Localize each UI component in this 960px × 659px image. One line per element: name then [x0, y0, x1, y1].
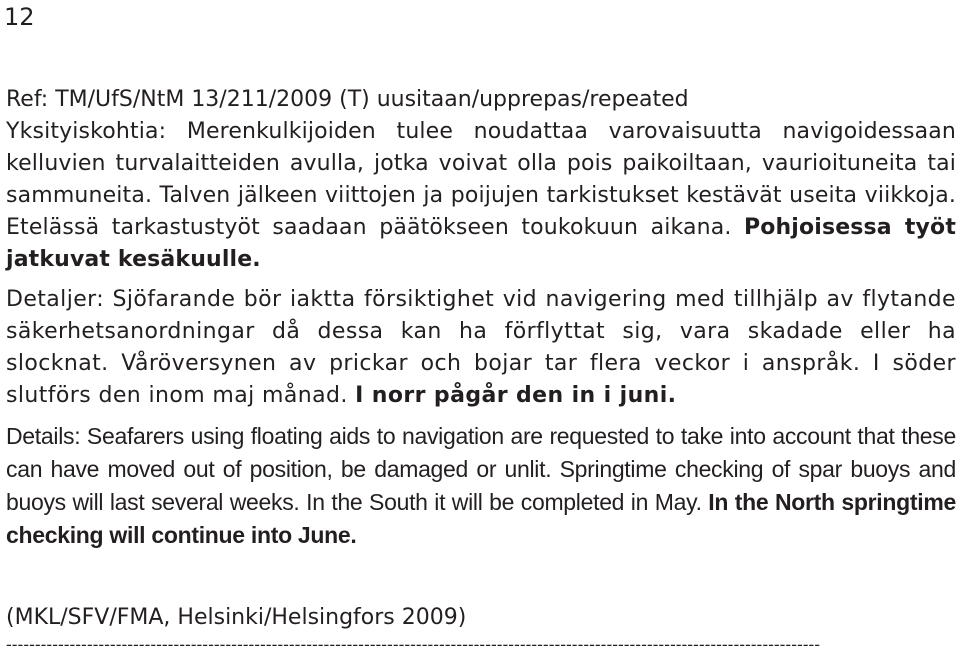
paragraph-english [6, 420, 956, 552]
paragraph-finnish [6, 116, 956, 276]
dashed-separator: --------------------------------------------------------------------------------------------------------------------------------------------- [6, 635, 821, 654]
paragraph-english-text: Details: Seafarers using floating aids to navigation are requested to take into account that these can have moved out of position, be damaged or unlit. Springtime checking of spar buoys and buoys will last several weeks. In the South it will be completed in May. [6, 423, 956, 515]
paragraph-english-bold: In the North springtime checking will continue into June. [6, 489, 956, 548]
page-number: 12 [4, 3, 35, 31]
paragraph-swedish [6, 284, 956, 412]
paragraph-swedish-text: Detaljer: Sjöfarande bör iaktta försiktighet vid navigering med tillhjälp av flytande säkerhetsanordningar då dessa kan ha förflyttat sig, vara skadade eller ha slocknat. Våröversynen av prickar och bojar tar flera veckor i anspråk. I söder slutförs den inom maj månad. [6, 287, 956, 408]
paragraph-swedish-bold: I norr pågår den in i juni. [355, 383, 677, 408]
notice-body [6, 84, 956, 552]
paragraph-finnish-text: Yksityiskohtia: Merenkulkijoiden tulee noudattaa varovaisuutta navigoidessaan kelluvien turvalaitteiden avulla, jotka voivat olla pois paikoiltaan, vaurioituneita tai sammuneita. Talven jälkeen viittojen ja poijujen tarkistukset kestävät useita viikkoja. Etelässä tarkastustyöt saadaan päätökseen toukokuun aikana. [6, 119, 956, 240]
paragraph-finnish-bold: Pohjoisessa työt jatkuvat kesäkuulle. [6, 215, 956, 272]
notice-reference: Ref: TM/UfS/NtM 13/211/2009 (T) uusitaan/upprepas/repeated [6, 87, 689, 112]
notice-source: (MKL/SFV/FMA, Helsinki/Helsingfors 2009) [6, 605, 467, 630]
